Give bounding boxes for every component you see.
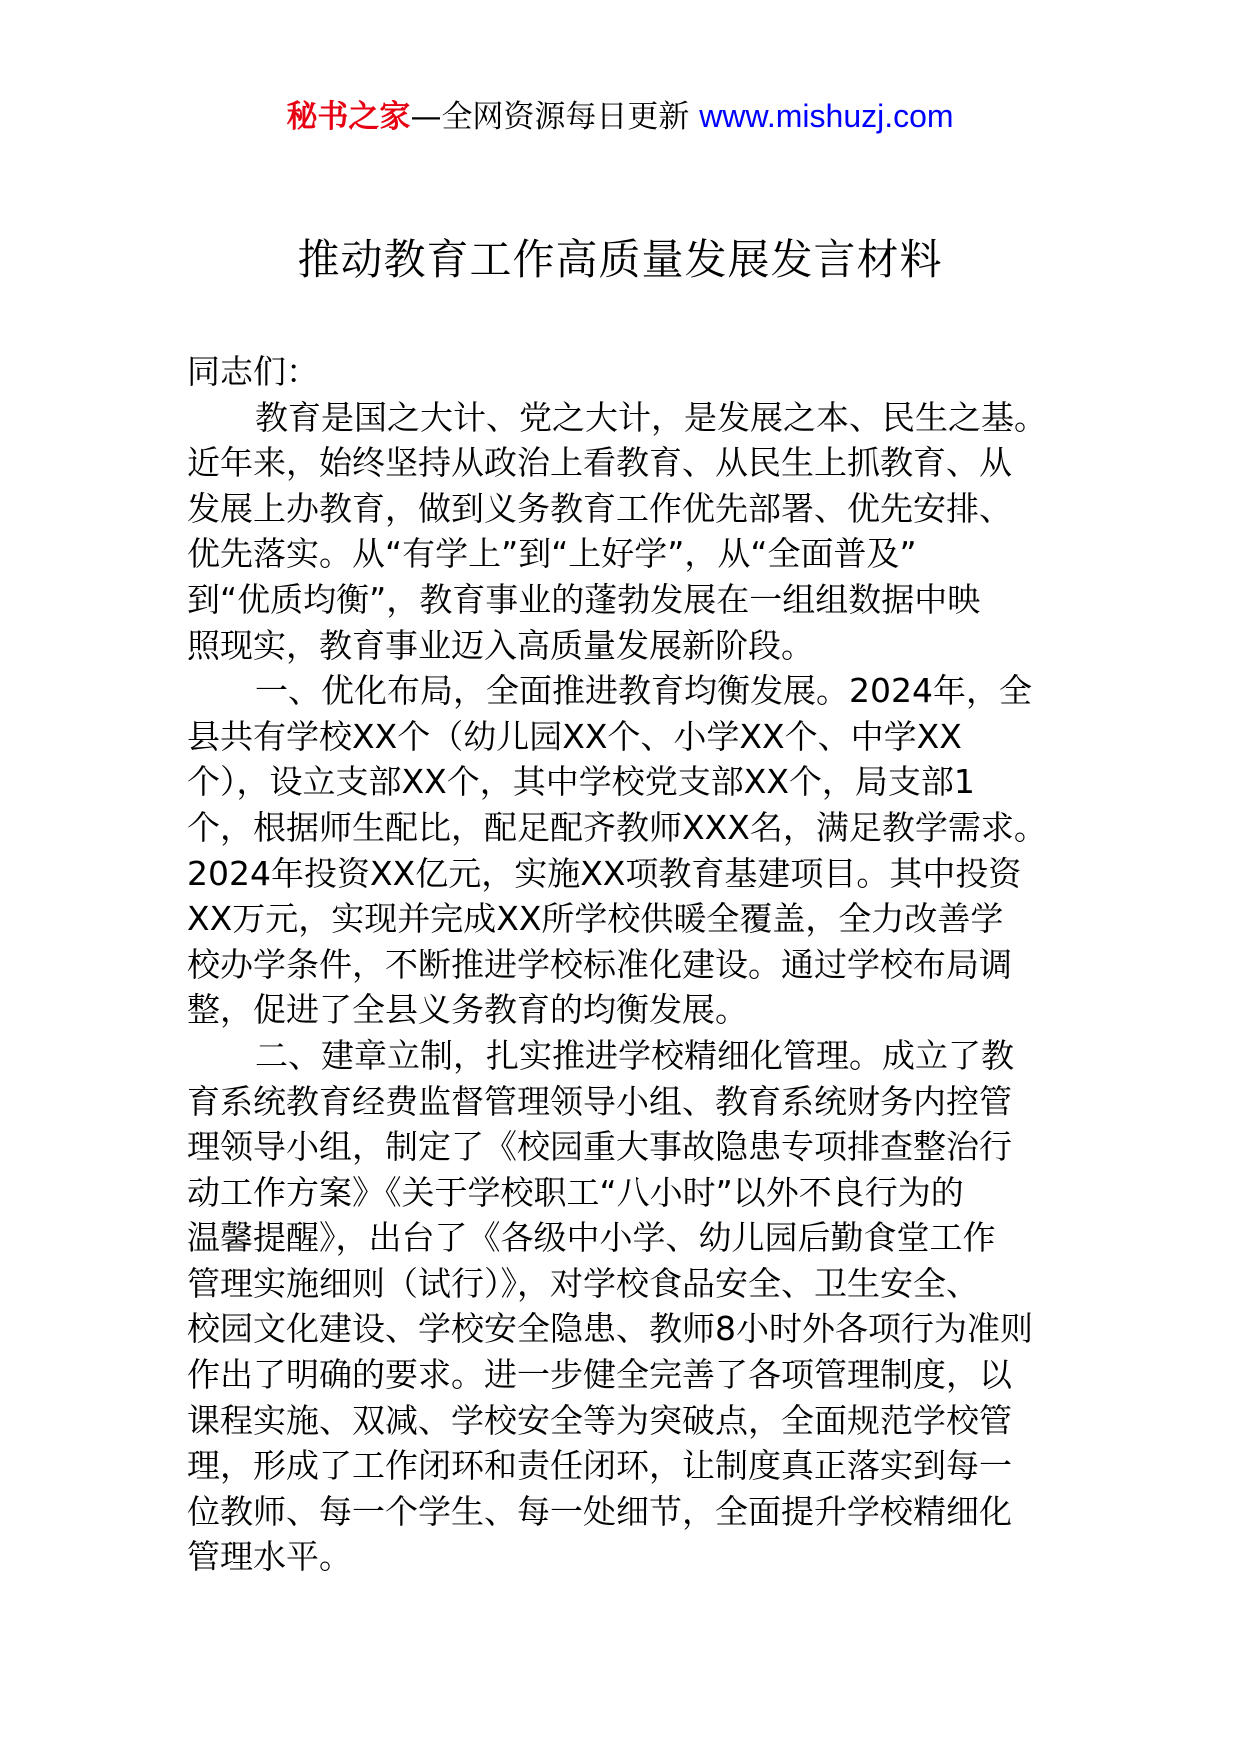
text-line: 理，形成了工作闭环和责任闭环，让制度真正落实到每一 — [187, 1446, 1012, 1486]
text-line: 整，促进了全县义务教育的均衡发展。 — [187, 990, 748, 1030]
text-line: 优先落实。从“有学上”到“上好学”，从“全面普及” — [187, 534, 917, 574]
site-url-link[interactable]: www.mishuzj.com — [699, 98, 954, 134]
text-line: 2024年投资XX亿元，实施XX项教育基建项目。其中投资 — [187, 853, 1022, 893]
text-line: 发展上办教育，做到义务教育工作优先部署、优先安排、 — [187, 488, 1012, 528]
text-line: 个，根据师生配比，配足配齐教师XXX名，满足教学需求。 — [187, 807, 1047, 847]
text-line: 校园文化建设、学校安全隐患、教师8小时外各项行为准则 — [187, 1309, 1033, 1349]
site-brand: 秘书之家 — [286, 99, 411, 135]
document-title: 推动教育工作高质量发展发言材料 — [297, 235, 943, 284]
text-line: 个），设立支部XX个，其中学校党支部XX个，局支部1 — [187, 762, 975, 802]
text-line: 到“优质均衡”，教育事业的蓬勃发展在一组组数据中映 — [187, 579, 981, 619]
section-heading-line: 二、建章立制，扎实推进学校精细化管理。成立了教 — [255, 1035, 1014, 1075]
site-header — [0, 96, 1240, 137]
text-line: 理领导小组，制定了《校园重大事故隐患专项排查整治行 — [187, 1127, 1012, 1167]
text-line: 温馨提醒》，出台了《各级中小学、幼儿园后勤食堂工作 — [187, 1218, 996, 1258]
text-line: 课程实施、双减、学校安全等为突破点，全面规范学校管 — [187, 1400, 1012, 1440]
text-line: 县共有学校XX个（幼儿园XX个、小学XX个、中学XX — [187, 716, 962, 756]
salutation: 同志们： — [187, 352, 319, 391]
text-line: 作出了明确的要求。进一步健全完善了各项管理制度，以 — [187, 1355, 1012, 1395]
site-tagline: —全网资源每日更新 — [410, 99, 700, 135]
text-line: 近年来，始终坚持从政治上看教育、从民生上抓教育、从 — [187, 443, 1012, 483]
text-line: 管理实施细则（试行）》，对学校食品安全、卫生安全、 — [187, 1263, 979, 1303]
text-line: 教育是国之大计、党之大计，是发展之本、民生之基。 — [255, 397, 1047, 437]
document-body — [187, 349, 1057, 1580]
text-line: 校办学条件，不断推进学校标准化建设。通过学校布局调 — [187, 944, 1012, 984]
text-line: XX万元，实现并完成XX所学校供暖全覆盖，全力改善学 — [187, 899, 1004, 939]
text-line: 育系统教育经费监督管理领导小组、教育系统财务内控管 — [187, 1081, 1012, 1121]
text-line: 管理水平。 — [187, 1537, 352, 1577]
text-line: 照现实，教育事业迈入高质量发展新阶段。 — [187, 625, 814, 665]
section-heading-line: 一、优化布局，全面推进教育均衡发展。2024年，全 — [255, 671, 1032, 711]
text-line: 位教师、每一个学生、每一处细节，全面提升学校精细化 — [187, 1491, 1012, 1531]
text-line: 动工作方案》《关于学校职工“八小时”以外不良行为的 — [187, 1172, 964, 1212]
